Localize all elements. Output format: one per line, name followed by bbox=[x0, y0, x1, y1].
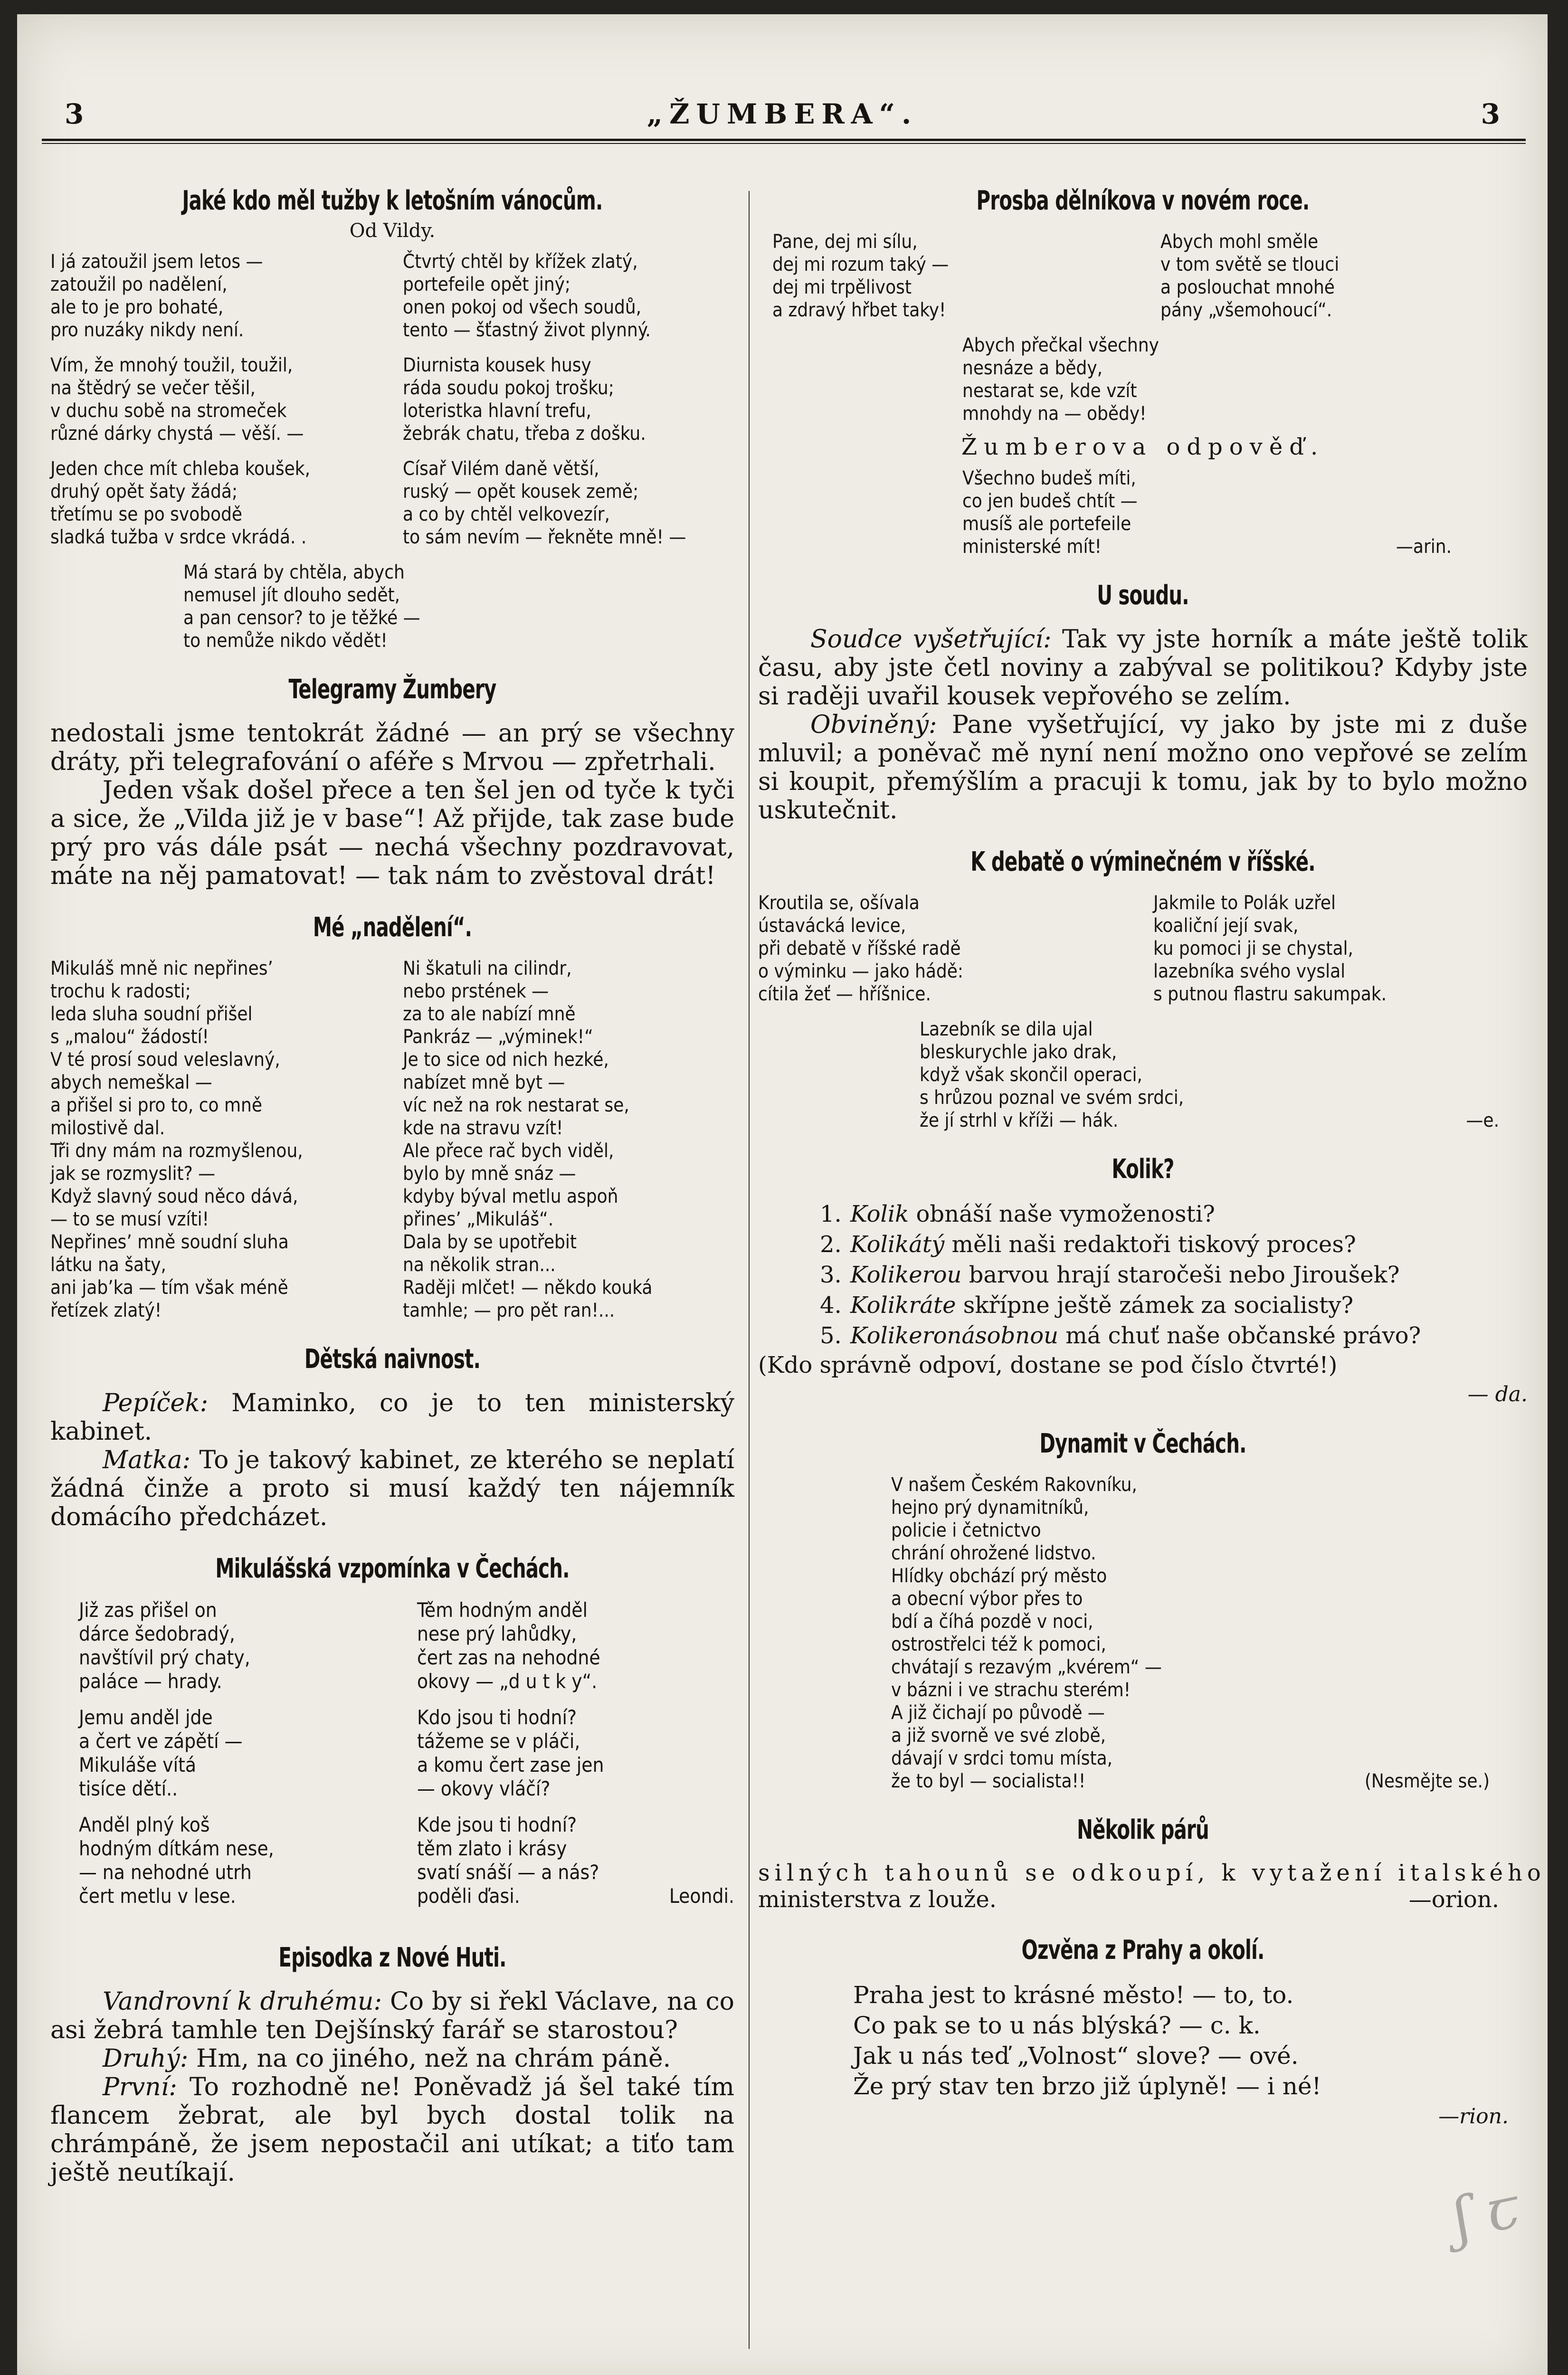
verse-line: Když slavný soud něco dává, bbox=[50, 1186, 298, 1207]
stanza bbox=[758, 334, 1528, 425]
article-prosba bbox=[758, 185, 1528, 558]
signature: —arin. bbox=[1396, 536, 1452, 558]
verse-line: — to se musí vzíti! bbox=[50, 1208, 209, 1230]
verse-line: pro nuzáky nikdy není. bbox=[50, 319, 244, 341]
verse-line: navštívil prý chaty, bbox=[79, 1646, 250, 1669]
verse-line: to nemůže nikdo vědět! bbox=[183, 630, 388, 652]
speaker: První: bbox=[103, 2073, 177, 2101]
stanza bbox=[50, 354, 382, 445]
verse-line: a pan censor? to je těžké — bbox=[183, 607, 420, 629]
speaker: Druhý: bbox=[103, 2044, 189, 2073]
verse-line: a komu čert zase jen bbox=[417, 1753, 604, 1776]
verse-line: při debatě v říšské radě bbox=[758, 938, 961, 960]
verse-line: chvátají s rezavým „kvérem“ — bbox=[891, 1656, 1162, 1678]
verse-line: Má stará by chtěla, abych bbox=[183, 561, 405, 583]
question-number: 1. bbox=[820, 1201, 842, 1227]
article-nadeleni bbox=[50, 912, 734, 1322]
verse-line: Tři dny mám na rozmyšlenou, bbox=[50, 1140, 303, 1162]
verse-line: v bázni i ve strachu sterém! bbox=[891, 1679, 1131, 1701]
verse-line: leda sluha soudní přišel bbox=[50, 1003, 253, 1025]
verse-line: s hrůzou poznal ve svém srdci, bbox=[920, 1087, 1184, 1109]
verse-line: a zdravý hřbet taky! bbox=[772, 299, 946, 321]
verse-line: policie i četnictvo bbox=[891, 1520, 1041, 1541]
signature bbox=[758, 1382, 1528, 1406]
stanza bbox=[50, 457, 382, 549]
kolik-note: (Kdo správně odpoví, dostane se pod číslo čtvrté!) bbox=[758, 1352, 1338, 1378]
heading-debate: K debatě o výminečném v říšské. bbox=[970, 846, 1315, 877]
verse-line: a obecní výbor přes to bbox=[891, 1588, 1083, 1610]
stanza bbox=[403, 457, 734, 549]
verse-with-signature bbox=[920, 1109, 1528, 1132]
question-number: 3. bbox=[820, 1262, 842, 1288]
paragraph: nedostali jsme tentokrát žádné — an prý se všechny dráty, při telegrafování o aféře s Mrvou — zpřetrhali. bbox=[50, 719, 734, 776]
episodka-text bbox=[50, 1987, 734, 2187]
verse-line: sladká tužba v srdce vkrádá. . bbox=[50, 526, 307, 548]
verse-line: ruský — opět kousek země; bbox=[403, 481, 639, 503]
echo-line: Že prý stav ten brzo již úplyně! — i né! bbox=[853, 2072, 1321, 2100]
verse-line: co jen budeš chtít — bbox=[962, 490, 1138, 512]
verse-line: druhý opět šaty žádá; bbox=[50, 481, 238, 503]
verse-line: portefeile opět jiný; bbox=[403, 274, 571, 295]
stanza bbox=[417, 1813, 734, 1908]
echo-line: Co pak se to u nás blýská? — c. k. bbox=[853, 2012, 1261, 2039]
verse-line: Jeden chce mít chleba koušek, bbox=[50, 458, 311, 480]
paragraph: Jeden však došel přece a ten šel jen od tyče k tyči a sice, že „Vilda již je v base“! Až přijde, tak zase bude prý pro vás dále psát — nechá všechny pozdravovat, máte na něj pamatovat! — tak nám to zvěstoval drát! bbox=[50, 776, 734, 890]
question-keyword: Kolik bbox=[850, 1201, 909, 1227]
verse-line: koaliční její svak, bbox=[1153, 915, 1299, 937]
poem-debate bbox=[758, 892, 1528, 1006]
verse-line: hejno prý dynamitníků, bbox=[891, 1497, 1089, 1519]
verse-line: a již svorně ve své zlobě, bbox=[891, 1725, 1106, 1747]
verse-line: V našem Českém Rakovníku, bbox=[891, 1474, 1137, 1496]
verse-line: trochu k radosti; bbox=[50, 980, 191, 1002]
verse-line: Hlídky obchází prý město bbox=[891, 1565, 1107, 1587]
verse-line: látku na šaty, bbox=[50, 1254, 166, 1276]
verse-line: loteristka hlavní trefu, bbox=[403, 400, 591, 422]
verse-line: bleskurychle jako drak, bbox=[920, 1041, 1117, 1063]
signature bbox=[758, 2104, 1528, 2128]
signature: Leondi. bbox=[669, 1884, 734, 1908]
text-line: ministerstva z louže. bbox=[758, 1886, 997, 1913]
poem-column bbox=[50, 250, 382, 561]
verse-line: ráda soudu pokoj trošku; bbox=[403, 377, 614, 399]
verse-line: zatoužil po nadělení, bbox=[50, 274, 228, 295]
right-column bbox=[758, 185, 1546, 2128]
stanza bbox=[417, 1706, 734, 1801]
verse-line: a přišel si pro to, co mně bbox=[50, 1094, 263, 1116]
verse-line: ku pomoci ji se chystal, bbox=[1153, 938, 1353, 960]
article-kolik bbox=[758, 1154, 1528, 1406]
verse-line: na několik stran... bbox=[403, 1254, 556, 1276]
verse-line: Mikuláše vítá bbox=[79, 1753, 197, 1776]
article-ozvena bbox=[758, 1935, 1528, 2128]
signature: —orion. bbox=[1408, 1886, 1499, 1913]
poem-column bbox=[50, 957, 382, 1322]
verse-line: to sám nevím — řekněte mně! — bbox=[403, 526, 686, 548]
byline: Od Vildy. bbox=[349, 220, 436, 242]
verse-line: jak se rozmyslit? — bbox=[50, 1163, 216, 1185]
verse-line: Raději mlčet! — někdo kouká bbox=[403, 1277, 653, 1299]
verse-line: Jemu anděl jde bbox=[79, 1706, 213, 1729]
left-column bbox=[50, 185, 734, 2187]
poem-mikulasska bbox=[50, 1598, 734, 1920]
speech: Hm, na co jiného, než na chrám páně. bbox=[188, 2044, 671, 2073]
verse-line: tento — šťastný život plynný. bbox=[403, 319, 651, 341]
verse-line: hodným dítkám nese, bbox=[79, 1837, 274, 1860]
verse-line: Dala by se upotřebit bbox=[403, 1231, 577, 1253]
stanza bbox=[403, 250, 734, 342]
signature-text: — da. bbox=[1467, 1382, 1528, 1406]
verse-line: čert zas na nehodné bbox=[417, 1646, 600, 1669]
verse-line: kde na stravu vzít! bbox=[403, 1117, 563, 1139]
question-item bbox=[820, 1320, 1528, 1351]
heading-detska: Dětská naivnost. bbox=[304, 1344, 481, 1375]
poem-column bbox=[403, 250, 734, 561]
verse-line: tamhle; — pro pět ran!... bbox=[403, 1300, 615, 1321]
verse-line: svatí snáší — a nás? bbox=[417, 1861, 599, 1884]
verse-line: nemusel jít dlouho sedět, bbox=[183, 584, 400, 606]
stanza bbox=[417, 1598, 734, 1693]
masthead-title: „ŽUMBERA“. bbox=[646, 98, 918, 130]
verse-line: Vím, že mnohý toužil, toužil, bbox=[50, 354, 293, 376]
verse-line: v tom světě se tlouci bbox=[1160, 254, 1340, 276]
dialogue-line bbox=[50, 2044, 734, 2073]
speech: To je takový kabinet, ze kterého se neplatí žádná činže a proto si musí každý ten nájemník domácího předcházet. bbox=[50, 1446, 734, 1531]
heading-soudu: U soudu. bbox=[1097, 580, 1189, 611]
heading-odpoved: Žumberova odpověď. bbox=[961, 434, 1325, 460]
soudu-text bbox=[758, 625, 1528, 825]
verse-line: Císař Vilém daně větší, bbox=[403, 458, 599, 480]
speaker: Matka: bbox=[103, 1446, 191, 1474]
poem-column bbox=[772, 230, 1140, 322]
spaced-text: silných tahounů se odkoupí, k vytažení italského bbox=[758, 1860, 1546, 1886]
stanza-final bbox=[50, 561, 734, 652]
verse-line: nese prý lahůdky, bbox=[417, 1622, 577, 1645]
verse-line: nesnáze a bědy, bbox=[962, 357, 1103, 379]
verse-line: Ni škatuli na cilindr, bbox=[403, 958, 572, 979]
verse-line: bdí a číhá pozdě v noci, bbox=[891, 1611, 1093, 1633]
dialogue-line bbox=[50, 1987, 734, 2044]
pencil-scribble: ʃ ꞇ bbox=[1447, 2174, 1525, 2252]
question-text: měli naši redaktoři tiskový proces? bbox=[944, 1231, 1356, 1258]
question-keyword: Kolikerou bbox=[850, 1262, 962, 1288]
verse-line: čert metlu v lese. bbox=[79, 1884, 236, 1908]
verse-line: třetímu se po svobodě bbox=[50, 504, 243, 525]
column-divider bbox=[749, 191, 750, 2349]
verse-line: Kde jsou ti hodní? bbox=[417, 1813, 577, 1836]
verse-line: Pankráz — „výminek!“ bbox=[403, 1026, 593, 1048]
article-dynamit bbox=[758, 1428, 1528, 1793]
speech: Co by si řekl Václave, na co asi žebrá tamhle ten Dejšínský farář se starostou? bbox=[50, 1987, 734, 2044]
question-item bbox=[820, 1290, 1528, 1320]
verse-line: Již zas přišel on bbox=[79, 1598, 217, 1622]
poem-prosba bbox=[758, 230, 1528, 322]
verse-line: Pane, dej mi sílu, bbox=[772, 231, 918, 253]
question-keyword: Kolikeronásobnou bbox=[850, 1322, 1059, 1349]
heading-nadeleni: Mé „nadělení“. bbox=[313, 912, 472, 943]
verse-line: v duchu sobě na stromeček bbox=[50, 400, 287, 422]
verse-line: musíš ale portefeile bbox=[962, 513, 1131, 535]
page-number-left: 3 bbox=[65, 98, 84, 130]
poem-column bbox=[758, 892, 1132, 1006]
verse-line: Jakmile to Polák uzřel bbox=[1153, 892, 1336, 914]
verse-line: dej mi trpělivost bbox=[772, 276, 912, 298]
verse-line: paláce — hrady. bbox=[79, 1670, 222, 1693]
verse-line: Těm hodným anděl bbox=[417, 1598, 588, 1622]
poem-column bbox=[1153, 892, 1528, 1006]
page-sheet bbox=[17, 14, 1548, 2375]
verse-line: že to byl — socialista!! bbox=[891, 1770, 1086, 1792]
verse-line: že jí strhl v kříži — hák. bbox=[920, 1110, 1119, 1131]
speaker: Vandrovní k druhému: bbox=[103, 1987, 382, 2016]
verse-line: Je to sice od nich hezké, bbox=[403, 1049, 609, 1071]
article-tuzby bbox=[50, 185, 734, 652]
speech: Tak vy jste horník a máte ještě tolik času, aby jste četl noviny a zabýval se politikou? Kdyby jste si raději uvařil kousek vepřového se zelím. bbox=[758, 625, 1528, 711]
verse-line: — na nehodné utrh bbox=[79, 1861, 252, 1884]
verse-line: onen pokoj od všech soudů, bbox=[403, 296, 642, 318]
article-u-soudu bbox=[758, 580, 1528, 825]
verse-line: tisíce dětí.. bbox=[79, 1777, 178, 1800]
stanza bbox=[758, 1018, 1528, 1132]
verse-line: ministerské mít! bbox=[962, 536, 1102, 558]
question-number: 4. bbox=[820, 1292, 842, 1319]
header-rule bbox=[42, 139, 1526, 144]
article-telegramy bbox=[50, 674, 734, 890]
article-detska-naivnost bbox=[50, 1344, 734, 1531]
poem-nadeleni bbox=[50, 957, 734, 1322]
verse-line: s „malou“ žádostí! bbox=[50, 1026, 209, 1048]
verse-line: V té prosí soud veleslavný, bbox=[50, 1049, 280, 1071]
question-text: barvou hrají staročeši nebo Jiroušek? bbox=[961, 1262, 1400, 1288]
verse-line: těm zlato i krásy bbox=[417, 1837, 567, 1860]
verse-with-signature bbox=[962, 535, 1528, 558]
verse-line: a co by chtěl velkovezír, bbox=[403, 504, 610, 525]
dialogue-line bbox=[50, 1446, 734, 1531]
echo-line: Praha jest to krásné město! — to, to. bbox=[853, 1981, 1294, 2009]
page-number-right: 3 bbox=[1481, 98, 1500, 130]
verse-line: nabízet mně byt — bbox=[403, 1072, 565, 1093]
verse-line: přines’ „Mikuláš“. bbox=[403, 1208, 554, 1230]
verse-line: řetízek zlatý! bbox=[50, 1300, 162, 1321]
verse-line: o výminku — jako hádě: bbox=[758, 960, 964, 982]
heading-dynamit: Dynamit v Čechách. bbox=[1039, 1428, 1246, 1459]
signature: —e. bbox=[1466, 1110, 1499, 1131]
poem-column bbox=[417, 1598, 734, 1920]
verse-line: nestarat se, kde vzít bbox=[962, 380, 1137, 402]
verse-line: pány „všemohoucí“. bbox=[1160, 299, 1332, 321]
question-number: 5. bbox=[820, 1322, 842, 1349]
question-keyword: Kolikráte bbox=[850, 1292, 956, 1319]
verse-line: dárce šedobradý, bbox=[79, 1622, 235, 1645]
heading-mikulasska: Mikulášská vzpomínka v Čechách. bbox=[215, 1553, 570, 1584]
verse-line: žebrák chatu, třeba z došku. bbox=[403, 423, 646, 445]
stanza bbox=[50, 250, 382, 342]
verse-line: a čert ve zápětí — bbox=[79, 1729, 243, 1753]
speech: Pane vyšetřující, vy jako by jste mi z duše mluvil; a poněvač mě nyní není možno ono vepřové se zelím si koupit, přemýšlím a pracuji k tomu, jak by to bylo možno uskutečnit. bbox=[758, 711, 1528, 825]
verse-line: ani jab’ka — tím však méně bbox=[50, 1277, 288, 1299]
verse-line: Diurnista kousek husy bbox=[403, 354, 591, 376]
verse-line: I já zatoužil jsem letos — bbox=[50, 251, 263, 273]
stanza bbox=[403, 354, 734, 445]
verse-line: Abych mohl směle bbox=[1160, 231, 1319, 253]
speech: Maminko, co je to ten ministerský kabinet. bbox=[50, 1389, 734, 1446]
speaker: Obviněný: bbox=[810, 711, 937, 739]
heading-prosba: Prosba dělníkova v novém roce. bbox=[976, 185, 1310, 216]
article-nekolik-paru bbox=[758, 1814, 1546, 1913]
question-number: 2. bbox=[820, 1231, 842, 1258]
article-debate bbox=[758, 846, 1528, 1132]
verse-line: a poslouchat mnohé bbox=[1160, 276, 1335, 298]
verse-line: abych nemeškal — bbox=[50, 1072, 212, 1093]
question-list bbox=[758, 1199, 1528, 1351]
speaker: Pepíček: bbox=[103, 1389, 209, 1417]
verse-line: Ale přece rač bych viděl, bbox=[403, 1140, 614, 1162]
verse-with-aside bbox=[891, 1770, 1528, 1793]
echo-lines bbox=[758, 1980, 1528, 2101]
aside-note: (Nesmějte se.) bbox=[1364, 1770, 1490, 1792]
verse-line: ústavácká levice, bbox=[758, 915, 906, 937]
verse-line: Abych přečkal všechny bbox=[962, 334, 1159, 356]
question-text: obnáší naše vymoženosti? bbox=[909, 1201, 1215, 1227]
newspaper-page bbox=[17, 14, 1548, 2375]
verse-line: poděli ďasi. bbox=[417, 1884, 520, 1908]
poem-tuzby bbox=[50, 250, 734, 561]
verse-line: ale to je pro bohaté, bbox=[50, 296, 224, 318]
heading-telegramy: Telegramy Žumbery bbox=[288, 674, 496, 705]
verse-line: Lazebník se dila ujal bbox=[920, 1018, 1093, 1040]
verse-line: Kroutila se, ošívala bbox=[758, 892, 920, 914]
verse-line: na štědrý se večer těšil, bbox=[50, 377, 256, 399]
dialogue-line bbox=[50, 2073, 734, 2187]
verse-line: — okovy vláčí? bbox=[417, 1777, 551, 1800]
dialogue-line bbox=[758, 711, 1528, 825]
verse-line: dej mi rozum taký — bbox=[772, 254, 949, 276]
verse-line: mnohdy na — obědy! bbox=[962, 403, 1147, 425]
verse-line: s putnou flastru sakumpak. bbox=[1153, 983, 1387, 1005]
question-keyword: Kolikátý bbox=[850, 1231, 945, 1258]
question-item bbox=[820, 1229, 1528, 1260]
verse-line: za to ale nabízí mně bbox=[403, 1003, 576, 1025]
verse-line: chrání ohrožené lidstvo. bbox=[891, 1542, 1096, 1564]
verse-line: kdyby býval metlu aspoň bbox=[403, 1186, 618, 1207]
verse-line: milostivě dal. bbox=[50, 1117, 165, 1139]
poem-column bbox=[79, 1598, 396, 1920]
stanza bbox=[758, 467, 1528, 558]
verse-line: Všechno budeš míti, bbox=[962, 467, 1136, 489]
heading-ozvena: Ozvěna z Prahy a okolí. bbox=[1021, 1935, 1264, 1966]
question-item bbox=[820, 1260, 1528, 1290]
question-text: skřípne ještě zámek za socialisty? bbox=[956, 1292, 1354, 1319]
article-mikulasska bbox=[50, 1553, 734, 1920]
telegramy-text bbox=[50, 719, 734, 890]
verse-line: lazebníka svého vyslal bbox=[1153, 960, 1346, 982]
verse-line: okovy — „d u t k y“. bbox=[417, 1670, 598, 1693]
verse-line: různé dárky chystá — věší. — bbox=[50, 423, 304, 445]
stanza bbox=[79, 1706, 396, 1801]
verse-line: cítila žeť — hříšnice. bbox=[758, 983, 931, 1005]
question-item bbox=[820, 1199, 1528, 1229]
verse-with-signature bbox=[417, 1884, 734, 1908]
poem-column bbox=[1160, 230, 1528, 322]
stanza bbox=[79, 1598, 396, 1693]
verse-line: nebo prstének — bbox=[403, 980, 549, 1002]
heading-episodka: Episodka z Nové Huti. bbox=[278, 1942, 506, 1973]
verse-line: Nepřines’ mně soudní sluha bbox=[50, 1231, 289, 1253]
verse-line: tážeme se v pláči, bbox=[417, 1729, 580, 1753]
question-text: má chuť naše občanské právo? bbox=[1058, 1322, 1421, 1349]
echo-line: Jak u nás teď „Volnost“ slove? — ové. bbox=[853, 2042, 1299, 2070]
speaker: Soudce vyšetřující: bbox=[810, 625, 1052, 654]
speech: To rozhodně ne! Poněvadž já šel také tím flancem žebrat, ale byl bych dostal tolik na chrámpáně, že jsem nepostačil ani utíkat; a tiťo tam ještě neutíkají. bbox=[50, 2073, 734, 2187]
verse-line: ostrostřelci též k pomoci, bbox=[891, 1634, 1106, 1655]
poem-dynamit bbox=[758, 1473, 1528, 1793]
verse-line: Mikuláš mně nic nepřines’ bbox=[50, 958, 273, 979]
verse-line: dávají v srdci tomu místa, bbox=[891, 1748, 1113, 1769]
heading-tuzby: Jaké kdo měl tužby k letošním vánocům. bbox=[182, 185, 603, 216]
verse-line: Čtvrtý chtěl by křížek zlatý, bbox=[403, 251, 638, 273]
stanza bbox=[79, 1813, 396, 1908]
heading-nekolik: Několik párů bbox=[1077, 1814, 1209, 1845]
article-episodka bbox=[50, 1942, 734, 2187]
verse-line: bylo by mně snáz — bbox=[403, 1163, 576, 1185]
verse-line: Kdo jsou ti hodní? bbox=[417, 1706, 577, 1729]
dialogue-line bbox=[758, 625, 1528, 711]
poem-column bbox=[403, 957, 734, 1322]
verse-line: Anděl plný koš bbox=[79, 1813, 210, 1836]
text-with-signature bbox=[758, 1886, 1528, 1913]
verse-line: víc než na rok nestarat se, bbox=[403, 1094, 629, 1116]
detska-text bbox=[50, 1389, 734, 1531]
signature-text: —rion. bbox=[1438, 2104, 1509, 2128]
verse-line: A již čichají po původě — bbox=[891, 1702, 1105, 1724]
dialogue-line bbox=[50, 1389, 734, 1446]
verse-line: když však skončil operaci, bbox=[920, 1064, 1142, 1086]
heading-kolik: Kolik? bbox=[1112, 1154, 1174, 1185]
